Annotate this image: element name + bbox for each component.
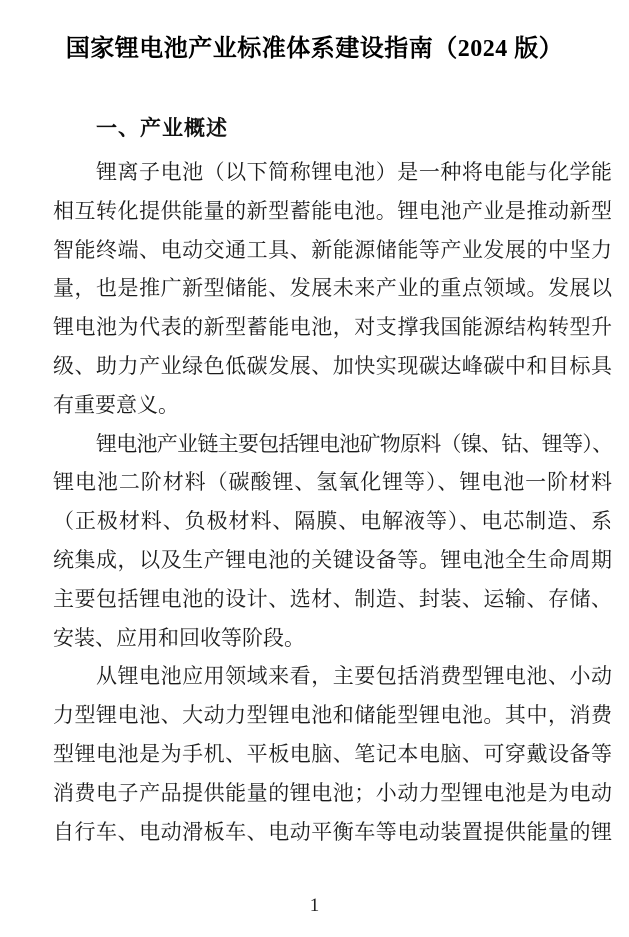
text-line: 级、助力产业绿色低碳发展、加快实现碳达峰碳中和目标具 bbox=[53, 353, 612, 378]
text-line: 有重要意义。 bbox=[53, 392, 179, 417]
page-number: 1 bbox=[309, 895, 320, 917]
text-line: 智能终端、电动交通工具、新能源储能等产业发展的中坚力 bbox=[53, 237, 612, 262]
text-line: 主要包括锂电池的设计、选材、制造、封装、运输、存储、 bbox=[53, 586, 612, 611]
text-line: 锂电池二阶材料（碳酸锂、氢氧化锂等）、锂电池一阶材料 bbox=[53, 470, 612, 495]
text-line: 安装、应用和回收等阶段。 bbox=[53, 625, 305, 650]
text-line: 统集成，以及生产锂电池的关键设备等。锂电池全生命周期 bbox=[53, 547, 612, 572]
text-line: 锂离子电池（以下简称锂电池）是一种将电能与化学能 bbox=[96, 160, 612, 184]
text-line: 相互转化提供能量的新型蓄能电池。锂电池产业是推动新型 bbox=[53, 198, 612, 223]
text-line: 从锂电池应用领域来看，主要包括消费型锂电池、小动 bbox=[96, 664, 612, 689]
paragraph bbox=[53, 425, 612, 658]
text-line: 锂电池产业链主要包括锂电池矿物原料（镍、钴、锂等）、 bbox=[96, 431, 612, 456]
section-heading: 一、产业概述 bbox=[96, 117, 228, 140]
document-body bbox=[0, 153, 629, 851]
paragraph bbox=[53, 153, 612, 425]
paragraph bbox=[53, 657, 612, 851]
text-line: （正极材料、负极材料、隔膜、电解液等）、电芯制造、系 bbox=[53, 509, 612, 534]
text-line: 消费电子产品提供能量的锂电池；小动力型锂电池是为电动 bbox=[53, 780, 612, 805]
text-line: 锂电池为代表的新型蓄能电池，对支撑我国能源结构转型升 bbox=[53, 315, 612, 340]
text-line: 型锂电池是为手机、平板电脑、笔记本电脑、可穿戴设备等 bbox=[53, 741, 612, 766]
page-title: 国家锂电池产业标准体系建设指南（2024 版） bbox=[65, 36, 564, 62]
text-line: 力型锂电池、大动力型锂电池和储能型锂电池。其中，消费 bbox=[53, 703, 612, 728]
text-line: 自行车、电动滑板车、电动平衡车等电动装置提供能量的锂 bbox=[53, 819, 612, 844]
text-line: 量，也是推广新型储能、发展未来产业的重点领域。发展以 bbox=[53, 276, 612, 301]
